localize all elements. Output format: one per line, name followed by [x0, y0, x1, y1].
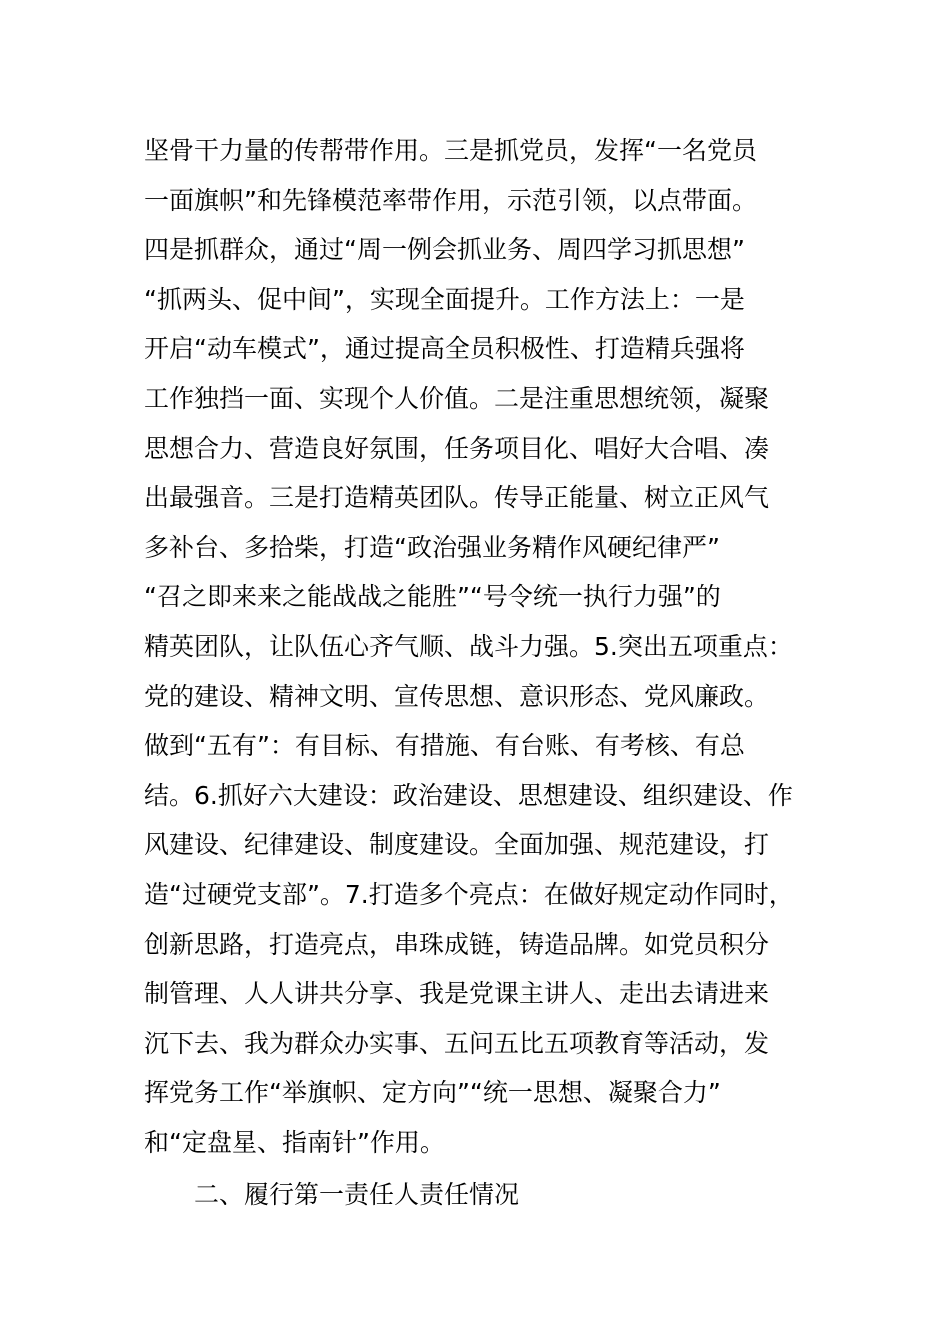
body-line: “召之即来来之能战战之能胜”“号令统一执行力强”的 — [144, 582, 721, 611]
body-line: 开启“动车模式”，通过提高全员积极性、打造精兵强将 — [144, 334, 745, 363]
body-line: 出最强音。三是打造精英团队。传导正能量、树立正风气 — [144, 483, 770, 512]
body-line: 精英团队，让队伍心齐气顺、战斗力强。5.突出五项重点： — [144, 632, 793, 661]
body-line: 创新思路，打造亮点，串珠成链，铸造品牌。如党员积分 — [144, 930, 770, 959]
body-line: 挥党务工作“举旗帜、定方向”“统一思想、凝聚合力” — [144, 1078, 721, 1107]
body-line: 党的建设、精神文明、宣传思想、意识形态、党风廉政。 — [144, 682, 770, 711]
body-line: 坚骨干力量的传帮带作用。三是抓党员，发挥“一名党员 — [144, 136, 757, 165]
body-line: 一面旗帜”和先锋模范率带作用，示范引领，以点带面。 — [144, 186, 757, 215]
body-line: 沉下去、我为群众办实事、五问五比五项教育等活动，发 — [144, 1029, 770, 1058]
body-line: 多补台、多拾柴，打造“政治强业务精作风硬纪律严” — [144, 533, 720, 562]
body-line: 思想合力、营造良好氛围，任务项目化、唱好大合唱、凑 — [144, 434, 770, 463]
body-line: 制管理、人人讲共分享、我是党课主讲人、走出去请进来 — [144, 979, 770, 1008]
body-line: “抓两头、促中间”，实现全面提升。工作方法上：一是 — [144, 285, 745, 314]
body-line: 工作独挡一面、实现个人价值。二是注重思想统领，凝聚 — [144, 384, 770, 413]
section-heading: 二、履行第一责任人责任情况 — [194, 1180, 520, 1209]
body-line: 结。6.抓好六大建设：政治建设、思想建设、组织建设、作 — [144, 781, 793, 810]
body-line: 做到“五有”：有目标、有措施、有台账、有考核、有总 — [144, 731, 745, 760]
body-line: 和“定盘星、指南针”作用。 — [144, 1128, 445, 1157]
body-line: 四是抓群众，通过“周一例会抓业务、周四学习抓思想” — [144, 235, 745, 264]
body-line: 造“过硬党支部”。7.打造多个亮点：在做好规定动作同时， — [144, 880, 794, 909]
body-line: 风建设、纪律建设、制度建设。全面加强、规范建设，打 — [144, 830, 770, 859]
